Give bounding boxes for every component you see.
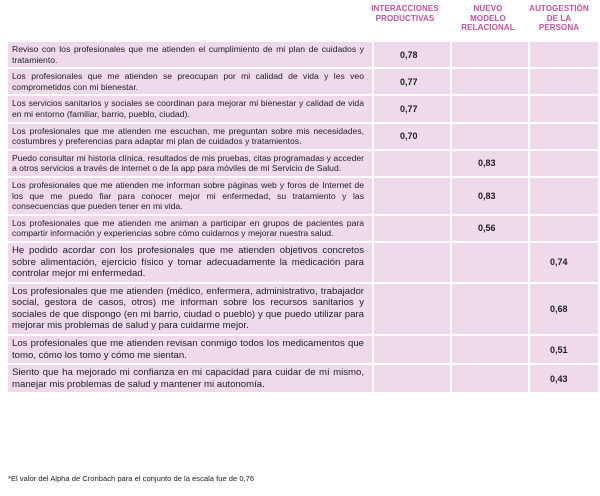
loading-value-col2 bbox=[450, 69, 528, 94]
item-statement: Siento que ha mejorado mi confianza en mi capacidad para cuidar de mí mismo, manejar mis problemas de salud y mantener mi autonomía. bbox=[8, 365, 372, 392]
loading-value-col3 bbox=[528, 178, 598, 214]
loading-value-col1 bbox=[372, 284, 450, 334]
table-row bbox=[8, 42, 598, 67]
loading-value-col1 bbox=[372, 178, 450, 214]
header-autogestion-persona bbox=[523, 4, 595, 33]
table-row bbox=[8, 151, 598, 176]
table-row bbox=[8, 284, 598, 334]
loading-value-col2: 0,83 bbox=[450, 178, 528, 214]
header-line: AUTOGESTIÓN bbox=[529, 4, 589, 13]
loading-value-col3 bbox=[528, 42, 598, 67]
loading-value-col2 bbox=[450, 365, 528, 392]
loading-value-col3: 0,74 bbox=[528, 243, 598, 282]
table-row bbox=[8, 216, 598, 241]
table-body bbox=[8, 42, 598, 392]
loading-value-col1 bbox=[372, 243, 450, 282]
header-line: NUEVO bbox=[473, 4, 503, 13]
header-line: PERSONA bbox=[538, 23, 580, 32]
loading-value-col3 bbox=[528, 69, 598, 94]
table-row bbox=[8, 336, 598, 363]
table-row bbox=[8, 124, 598, 149]
item-statement: Los profesionales que me atienden me informan sobre páginas web y foros de Internet de los que me puedo fiar para conocer mejor mi enfermedad, su tratamiento y las consecuencias que pueden tener en mi vida. bbox=[8, 178, 372, 214]
loading-value-col3 bbox=[528, 151, 598, 176]
loading-value-col2 bbox=[450, 284, 528, 334]
table-row bbox=[8, 178, 598, 214]
item-statement: Reviso con los profesionales que me atienden el cumplimiento de mi plan de cuidados y tratamiento. bbox=[8, 42, 372, 67]
item-statement: Los profesionales que me atienden (médico, enfermera, administrativo, trabajador social, gestora de casos, otros) me informan sobre los recursos sanitarios y sociales de que dispongo (en mi barrio, ciudad o pueblo) y que puedo utilizar para mejorar mis problemas de salud y para cuidarme mejor. bbox=[8, 284, 372, 334]
loading-value-col3: 0,51 bbox=[528, 336, 598, 363]
loading-value-col2 bbox=[450, 336, 528, 363]
header-line: DE LA bbox=[546, 13, 572, 23]
loading-value-col1 bbox=[372, 365, 450, 392]
item-statement: Puedo consultar mi historia clínica, resultados de mis pruebas, citas programadas y acceder a otros servicios a través de internet o de la app para móviles de mi Servicio de Salud. bbox=[8, 151, 372, 176]
loading-value-col1 bbox=[372, 216, 450, 241]
loading-value-col3: 0,68 bbox=[528, 284, 598, 334]
loading-value-col3 bbox=[528, 96, 598, 121]
loading-value-col2: 0,83 bbox=[450, 151, 528, 176]
loading-value-col3 bbox=[528, 124, 598, 149]
item-statement: Los profesionales que me atienden me animan a participar en grupos de pacientes para compartir información y experiencias sobre cómo cuidarnos y mejorar nuestra salud. bbox=[8, 216, 372, 241]
header-line: MODELO bbox=[470, 13, 506, 23]
loading-value-col2 bbox=[450, 243, 528, 282]
loading-value-col2 bbox=[450, 124, 528, 149]
factor-loadings-table bbox=[8, 40, 598, 394]
table-row bbox=[8, 69, 598, 94]
header-line: INTERACCIONES bbox=[371, 4, 439, 13]
loading-value-col2: 0,56 bbox=[450, 216, 528, 241]
table-row bbox=[8, 96, 598, 121]
header-interacciones-productivas bbox=[362, 4, 448, 23]
item-statement: Los profesionales que me atienden se preocupan por mi calidad de vida y les veo comprometidos con mi bienestar. bbox=[8, 69, 372, 94]
loading-value-col3: 0,43 bbox=[528, 365, 598, 392]
column-headers bbox=[0, 4, 600, 38]
item-statement: Los profesionales que me atienden revisan conmigo todos los medicamentos que tomo, cómo los tomo y cómo me sientan. bbox=[8, 336, 372, 363]
header-line: PRODUCTIVAS bbox=[375, 13, 435, 23]
table-row bbox=[8, 365, 598, 392]
table-row bbox=[8, 243, 598, 282]
loading-value-col1 bbox=[372, 151, 450, 176]
item-statement: Los servicios sanitarios y sociales se coordinan para mejorar mi bienestar y calidad de vida en mi entorno (familiar, barrio, pueblo, ciudad). bbox=[8, 96, 372, 121]
header-nuevo-modelo-relacional bbox=[455, 4, 521, 33]
loading-value-col1 bbox=[372, 336, 450, 363]
loading-value-col2 bbox=[450, 42, 528, 67]
item-statement: Los profesionales que me atienden me escuchan, me preguntan sobre mis necesidades, costumbres y preferencias para adaptar mi plan de cuidados y tratamientos. bbox=[8, 124, 372, 149]
loading-value-col1: 0,78 bbox=[372, 42, 450, 67]
loading-value-col1: 0,70 bbox=[372, 124, 450, 149]
footnote: *El valor del Alpha de Cronbach para el conjunto de la escala fue de 0,76 bbox=[8, 474, 255, 483]
loading-value-col1: 0,77 bbox=[372, 96, 450, 121]
item-statement: He podido acordar con los profesionales que me atienden objetivos concretos sobre alimentación, ejercicio físico y tomar adecuadamente la medicación para controlar mejor mi enfermedad. bbox=[8, 243, 372, 282]
loading-value-col2 bbox=[450, 96, 528, 121]
header-line: RELACIONAL bbox=[461, 23, 515, 32]
loading-value-col3 bbox=[528, 216, 598, 241]
loading-value-col1: 0,77 bbox=[372, 69, 450, 94]
